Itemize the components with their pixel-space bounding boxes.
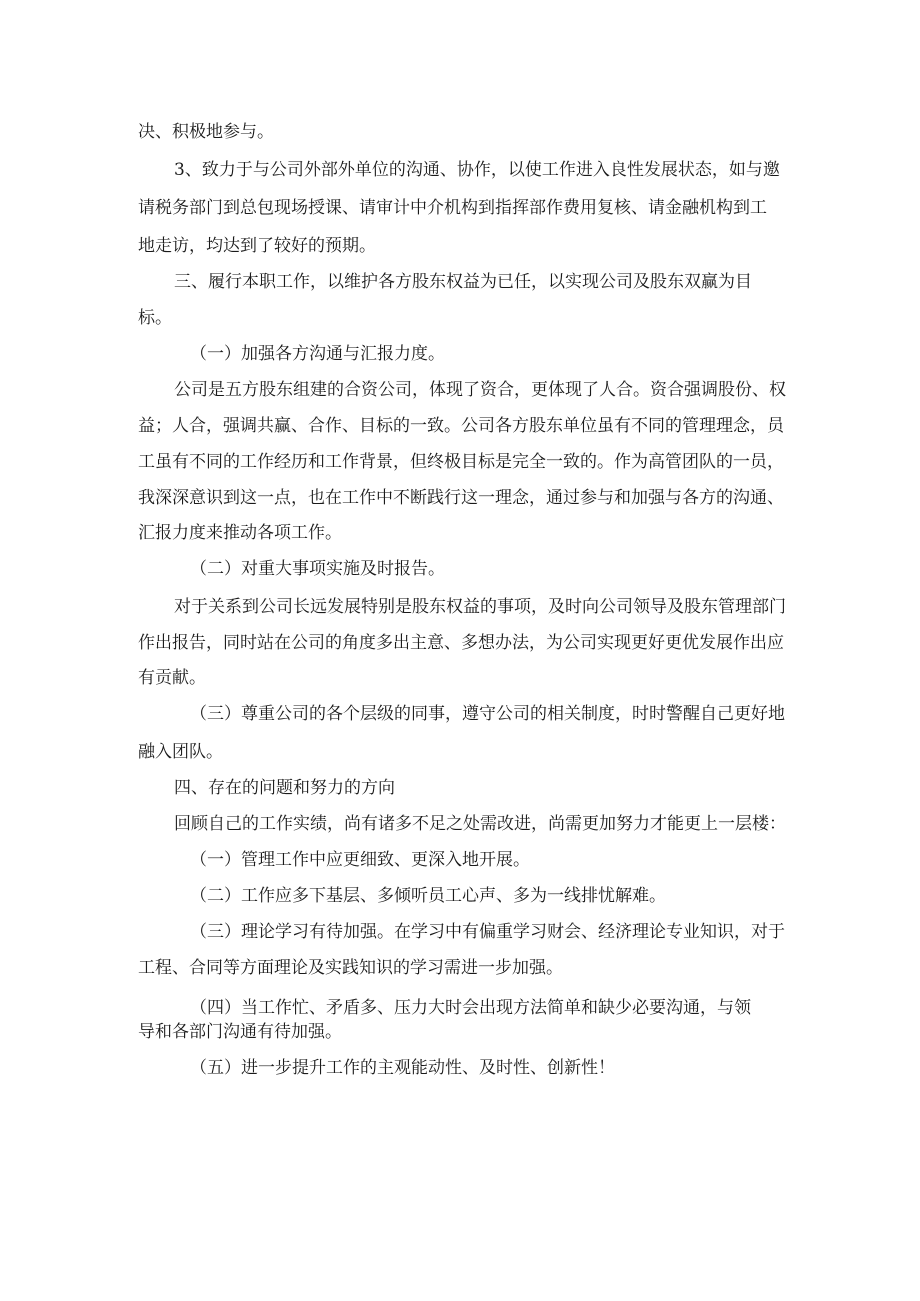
text-line: （二）工作应多下基层、多倾听员工心声、多为一线排忧解难。 xyxy=(190,886,666,906)
text-line: 标。 xyxy=(138,308,172,328)
text-line: （三）尊重公司的各个层级的同事，遵守公司的相关制度，时时警醒自己更好地 xyxy=(190,704,785,724)
text-line: 公司是五方股东组建的合资公司，体现了资合，更体现了人合。资合强调股份、权 xyxy=(174,380,786,400)
text-line: 3、致力于与公司外部外单位的沟通、协作，以使工作进入良性发展状态，如与邀 xyxy=(174,160,780,180)
text-line: 融入团队。 xyxy=(138,742,223,762)
text-line: （四）当工作忙、矛盾多、压力大时会出现方法简单和缺少必要沟通，与领 xyxy=(190,998,751,1018)
text-line: 对于关系到公司长远发展特别是股东权益的事项，及时向公司领导及股东管理部门 xyxy=(174,597,786,617)
text-line: 回顾自己的工作实绩，尚有诸多不足之处需改进，尚需更加努力才能更上一层楼： xyxy=(174,814,786,834)
text-line: （一）管理工作中应更细致、更深入地开展。 xyxy=(190,850,530,870)
text-line: 请税务部门到总包现场授课、请审计中介机构到指挥部作费用复核、请金融机构到工 xyxy=(138,198,767,218)
text-line: 汇报力度来推动各项工作。 xyxy=(138,523,342,543)
text-line: 三、履行本职工作，以维护各方股东权益为已任，以实现公司及股东双赢为目 xyxy=(174,272,752,292)
text-line: （三）理论学习有待加强。在学习中有偏重学习财会、经济理论专业知识，对于 xyxy=(190,922,785,942)
text-line: 工虽有不同的工作经历和工作背景，但终极目标是完全一致的。作为高管团队的一员， xyxy=(138,452,784,472)
text-line: 工程、合同等方面理论及实践知识的学习需进一步加强。 xyxy=(138,958,563,978)
text-line: 作出报告，同时站在公司的角度多出主意、多想办法，为公司实现更好更优发展作出应 xyxy=(138,633,784,653)
text-line: 决、积极地参与。 xyxy=(138,122,274,142)
text-line: （一）加强各方沟通与汇报力度。 xyxy=(190,344,445,364)
text-line: 导和各部门沟通有待加强。 xyxy=(138,1022,342,1042)
text-line: 四、存在的问题和努力的方向 xyxy=(174,778,395,798)
text-line: （二）对重大事项实施及时报告。 xyxy=(190,559,445,579)
text-line: 我深深意识到这一点，也在工作中不断践行这一理念，通过参与和加强与各方的沟通、 xyxy=(138,488,784,508)
text-line: 有贡献。 xyxy=(138,668,206,688)
text-line: 益；人合，强调共赢、合作、目标的一致。公司各方股东单位虽有不同的管理理念，员 xyxy=(138,416,784,436)
text-line: （五）进一步提升工作的主观能动性、及时性、创新性！ xyxy=(190,1058,615,1078)
text-line: 地走访，均达到了较好的预期。 xyxy=(138,236,376,256)
